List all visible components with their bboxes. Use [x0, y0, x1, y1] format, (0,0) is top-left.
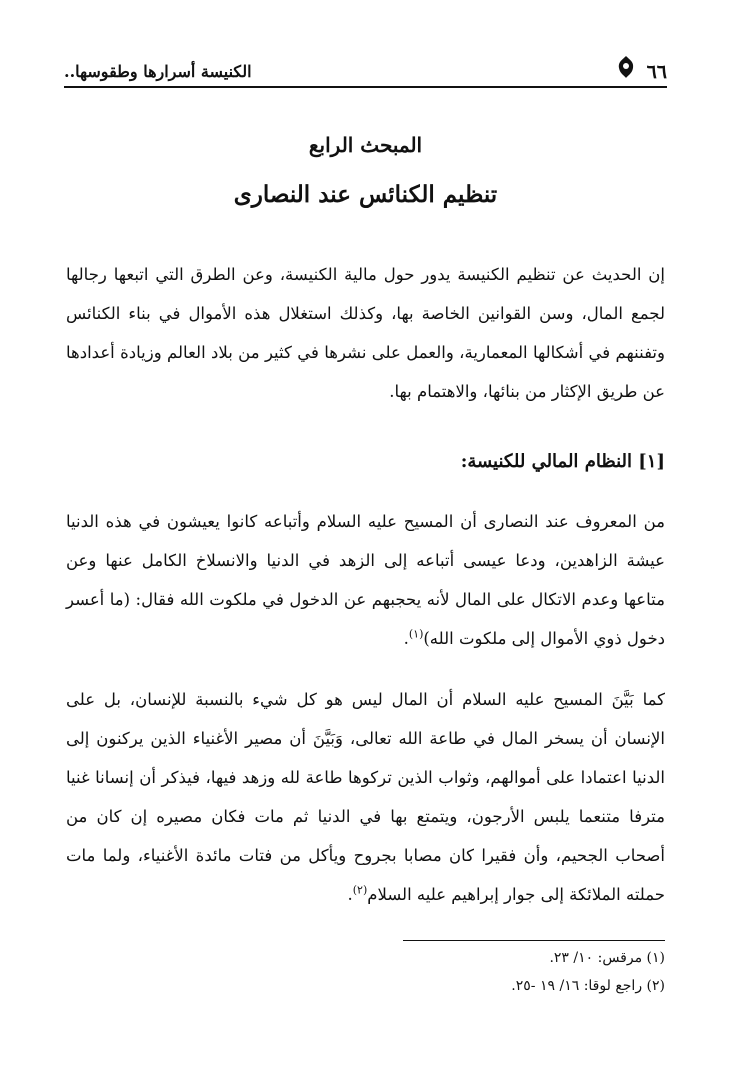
section-heading: المبحث الرابع: [308, 133, 423, 157]
section-title: تنظيم الكنائس عند النصارى: [233, 181, 498, 208]
footnote-divider: [403, 940, 665, 941]
paragraph-intro: إن الحديث عن تنظيم الكنيسة يدور حول مالية الكنيسة، وعن الطرق التي اتبعها رجالها لجمع المال، وسن القوانين الخاصة بها، وكذلك استغلال هذه الأموال في بناء الكنائس وتفننهم في أشكالها المعمارية، والعمل على نشرها في كثير من بلاد العالم وزيادة أعدادها عن طريق الإكثار من بنائها، والاهتمام بها.: [66, 265, 665, 401]
paragraph-tail: .: [347, 885, 353, 904]
running-header: [64, 58, 667, 88]
footnote-1: (١) مرقس: ١٠/ ٢٣.: [549, 950, 665, 966]
footnote-ref-2[interactable]: (٢): [352, 883, 368, 897]
page-number: ٦٦: [646, 61, 667, 83]
paragraph-wealth: [66, 680, 665, 914]
footnote-2: (٢) راجع لوقا: ١٦/ ١٩ -٢٥.: [511, 978, 665, 994]
book-title: الكنيسة أسرارها وطقوسها..: [64, 62, 252, 81]
paragraph-tail: .: [403, 629, 409, 648]
paragraph-text: من المعروف عند النصارى أن المسيح عليه السلام وأتباعه كانوا يعيشون في هذه الدنيا عيشة الزاهدين، ودعا عيسى أتباعه إلى الزهد في الدنيا والانسلاخ الكامل عنها وعن متاعها وعدم الاتكال على المال لأنه يحجبهم عن الدخول في ملكوت الله فقال: (ما أعسر دخول ذوي الأموال إلى ملكوت الله): [66, 512, 665, 648]
footnotes: [66, 944, 665, 1000]
paragraph-poverty: [66, 502, 665, 658]
paragraph-text: كما بَيَّنَ المسيح عليه السلام أن المال ليس هو كل شيء بالنسبة للإنسان، بل على الإنسان أن يسخر المال في طاعة الله تعالى، وَبَيَّنَ أن مصير الأغنياء الذين يركنون إلى الدنيا اعتمادا على أموالهم، وثواب الذين تركوها طاعة لله وزهد فيها، فيذكر أن إنسانا غنيا مترفا متنعما يلبس الأرجون، ويتمتع بها في الدنيا ثم مات فكان مصيره إن كان من أصحاب الجحيم، وأن فقيرا كان مصابا بجروح ويأكل من فتات مائدة الأغنياء، ولما مات حملته الملائكة إلى جوار إبراهيم عليه السلام: [66, 690, 665, 904]
footnote-ref-1[interactable]: (١): [408, 627, 424, 641]
subheading-financial-system: [١] النظام المالي للكنيسة:: [460, 451, 665, 472]
ornament-icon: [615, 54, 637, 80]
